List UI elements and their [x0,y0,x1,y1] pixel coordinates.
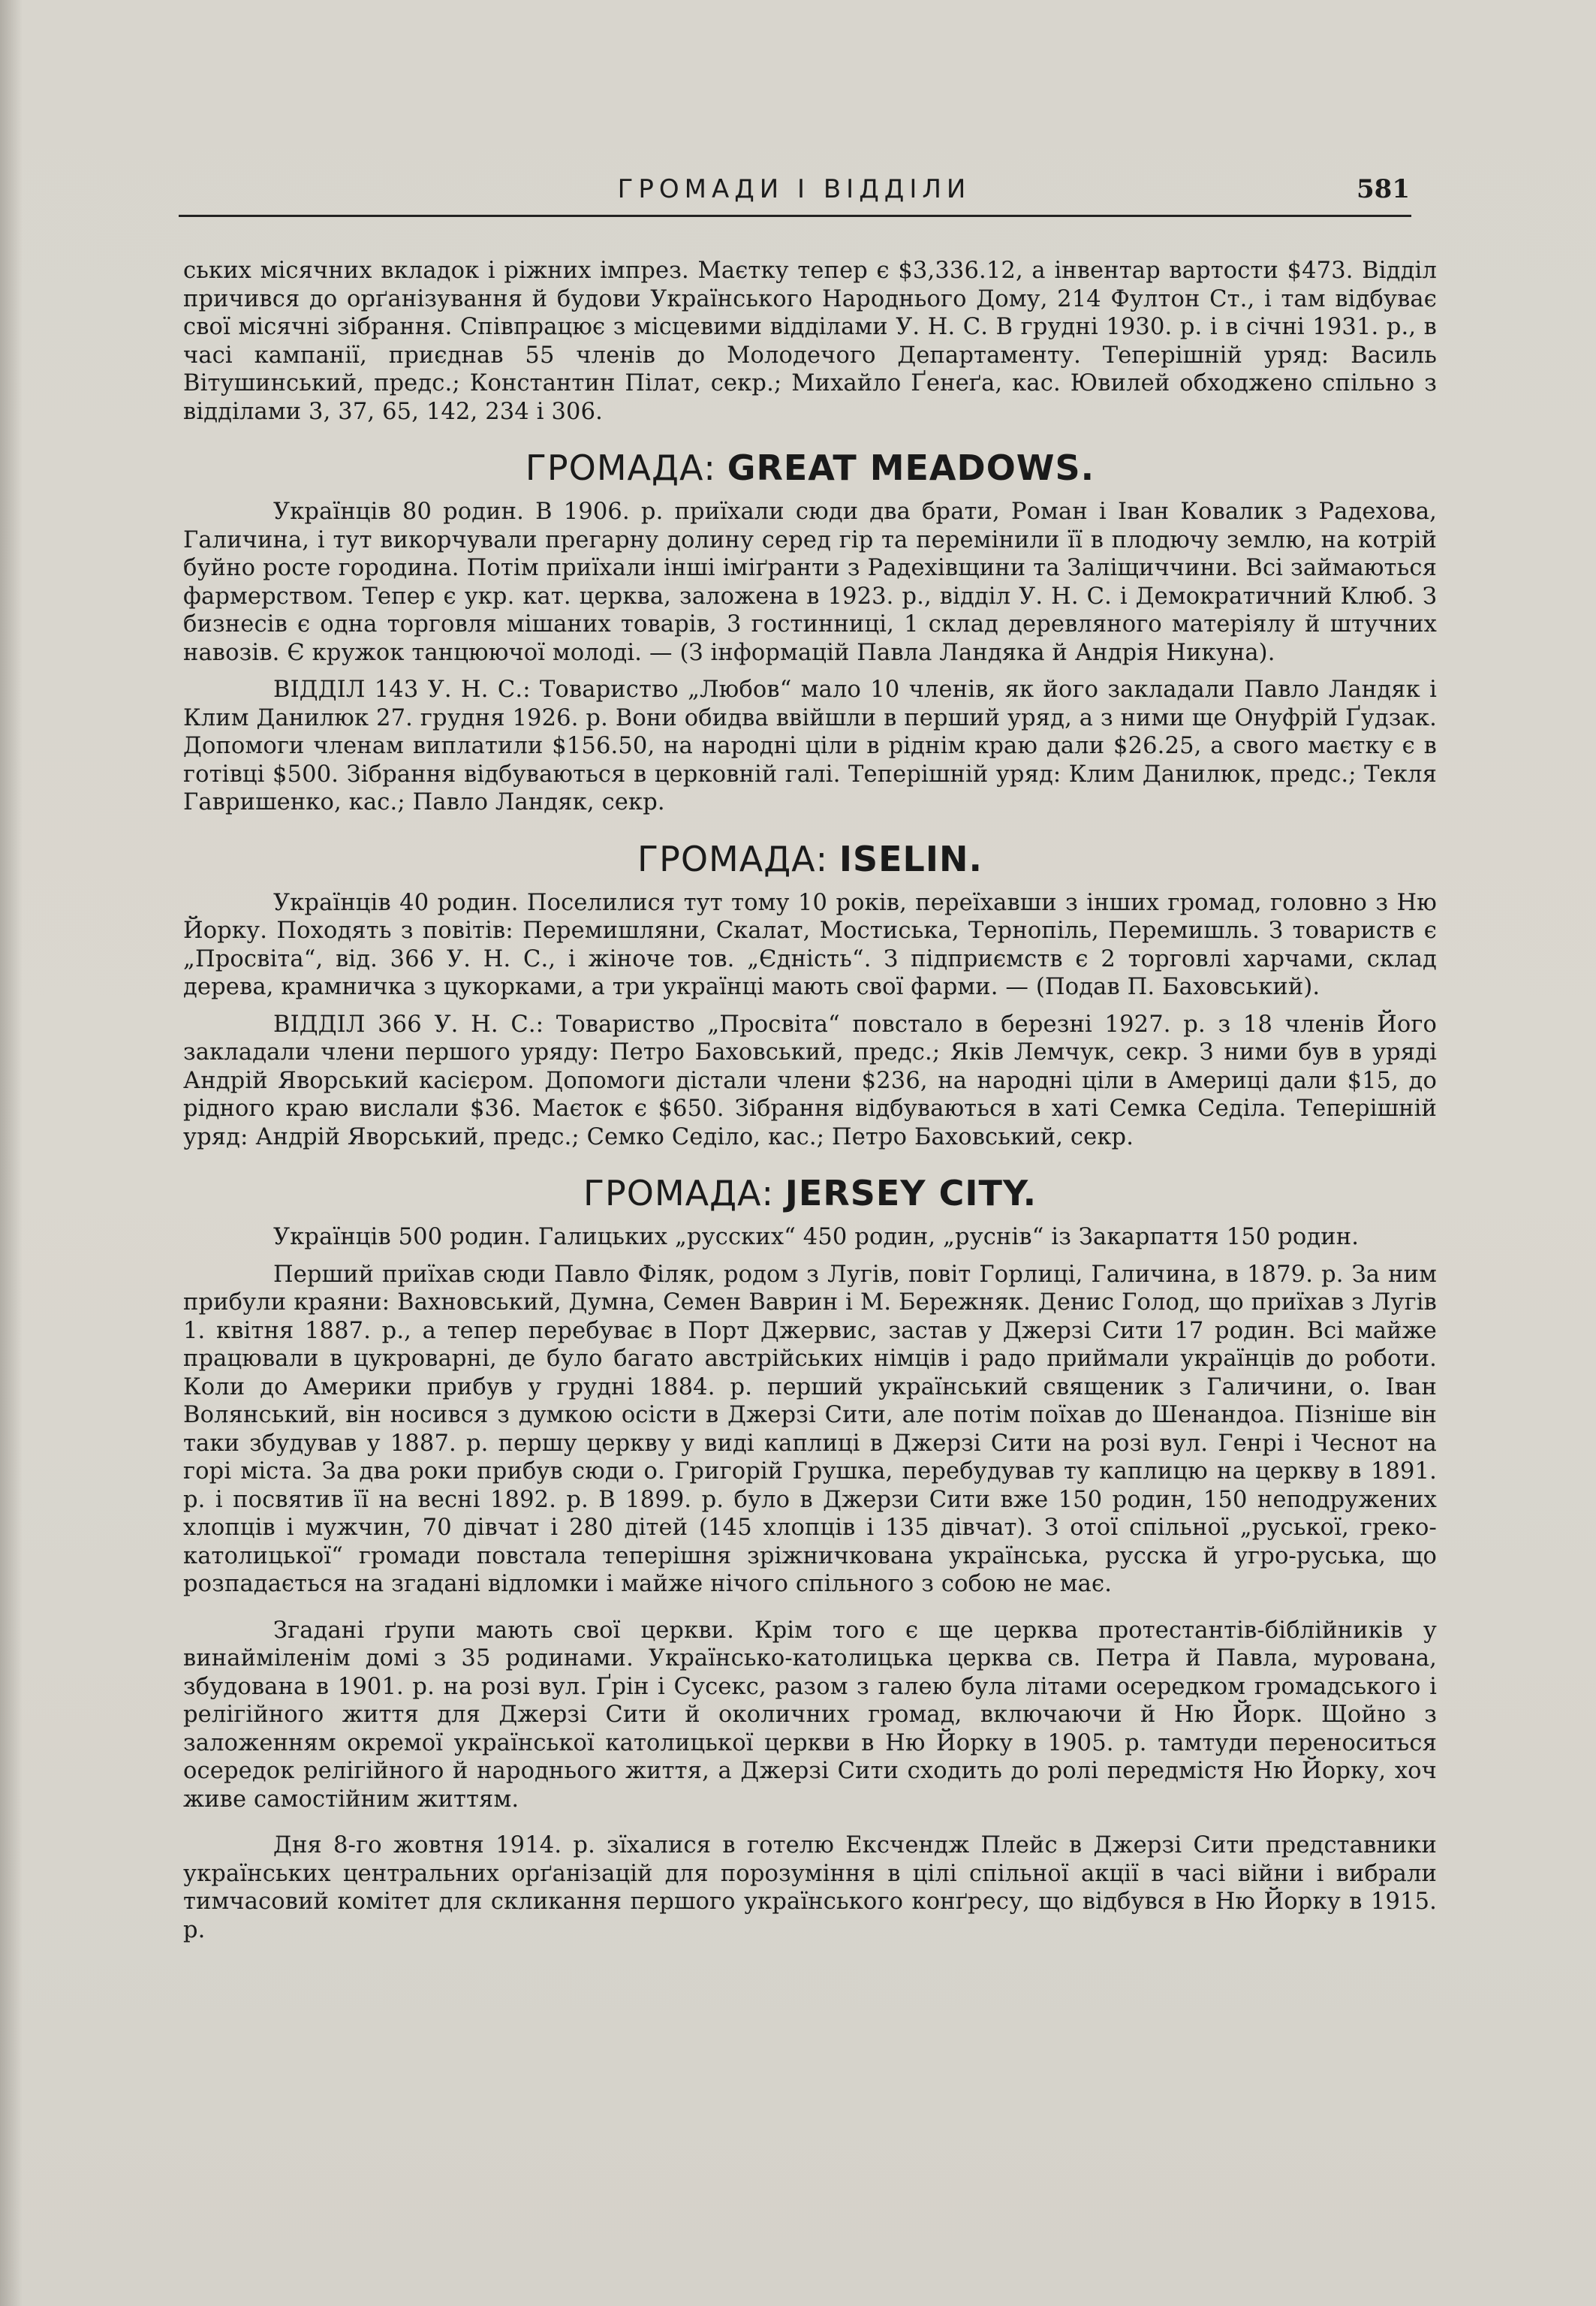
heading-prefix: ГРОМАДА: [637,838,829,879]
paragraph: ВІДДІЛ 366 У. Н. С.: Товариство „Просвіта“ повстало в березні 1927. р. з 18 членів Його закладали члени першого уряду: Петро Баховський, предс.; Яків Лемчук, секр. З ними був в уряді Андрій Яворський касієром. Допомоги дістали члени $236, на народні ціли в Америці дали $15, до рідного краю вислали $36. Маєток є $650. Зібрання відбуваються в хаті Семка Седіла. Теперішній уряд: Андрій Яворський, предс.; Семко Седіло, кас.; Петро Баховський, секр. [183,1011,1437,1150]
page-body [183,257,1437,1944]
page-edge-shadow [0,0,23,2306]
header-rule [179,215,1411,217]
heading-name: JERSEY CITY. [784,1173,1037,1213]
paragraph: Згадані ґрупи мають свої церкви. Крім того є ще церква протестантів-біблійників у винайміленім домі з 35 родинами. Українсько-католицька церква св. Петра й Павла, мурована, збудована в 1901. р. на розі вул. Ґрін і Сусекс, разом з галею була літами осередком громадського і релігійного життя для Джерзі Сити й околичних громад, включаючи й Ню Йорк. Щойно з заложенням окремої української католицької церкви в Ню Йорку в 1905. р. тамтуди переноситься осередок релігійного й народнього життя, а Джерзі Сити сходить до ролі передмістя Ню Йорку, хоч живе самостійним життям. [183,1617,1437,1813]
paragraph: Українців 500 родин. Галицьких „русских“ 450 родин, „руснів“ із Закарпаття 150 родин. [273,1224,1360,1250]
paragraph: Українців 40 родин. Поселилися тут тому 10 років, переїхавши з інших громад, головно з Ню Йорку. Походять з повітів: Перемишляни, Скалат, Мостиська, Тернопіль, Перемишль. З товариств є „Просвіта“, від. 366 У. Н. С., і жіноче тов. „Єдність“. З підприємств є 2 торговлі харчами, склад дерева, крамничка з цукорками, а три українці мають свої фарми. — (Подав П. Баховський). [183,889,1437,1000]
running-title: ГРОМАДИ І ВІДДІЛИ [617,174,971,204]
paragraph: Українців 80 родин. В 1906. р. приїхали сюди два брати, Роман і Іван Ковалик з Радехова, Галичина, і тут викорчували прегарну долину серед гір та перемінили її в плодючу землю, на котрій буйно росте городина. Потім приїхали інші іміґранти з Радехівщини та Заліщиччини. Всі займаються фармерством. Тепер є укр. кат. церква, заложена в 1923. р., відділ У. Н. С. і Демократичний Клюб. З бизнесів є одна торговля мішаних товарів, 3 гостинниці, 1 склад деревляного матеріялу й штучних навозів. Є кружок танцюючої молоді. — (З інформацій Павла Ландяка й Андрія Никуна). [183,499,1437,666]
heading-prefix: ГРОМАДА: [525,448,716,488]
section-heading-iselin [183,838,1437,880]
section-heading-great-meadows [183,447,1437,489]
heading-prefix: ГРОМАДА: [583,1173,774,1213]
paragraph: Дня 8-го жовтня 1914. р. зїхалися в готелю Ексчендж Плейс в Джерзі Сити представники українських центральних орґанізацій для порозуміння в цілі спільної акції в часі війни і вибрали тимчасовий комітет для скликання першого українського конґресу, що відбувся в Ню Йорку в 1915. р. [183,1832,1437,1943]
paragraph: Перший приїхав сюди Павло Філяк, родом з Лугів, повіт Горлиці, Галичина, в 1879. р. За ним прибули краяни: Вахновський, Думна, Семен Ваврин і М. Бережняк. Денис Голод, що приїхав з Лугів 1. квітня 1887. р., а тепер перебуває в Порт Джервис, застав у Джерзі Сити 17 родин. Всі майже працювали в цукроварні, де було багато австрійських німців і радо приймали українців до роботи. Коли до Америки прибув у грудні 1884. р. перший український священик з Галичини, о. Іван Волянський, він носився з думкою осісти в Джерзі Сити, але потім поїхав до Шенандоа. Пізніше він таки збудував у 1887. р. першу церкву у виді каплиці в Джерзі Сити на розі вул. Генрі і Чеснот на горі міста. За два роки прибув сюди о. Григорій Грушка, перебудував ту каплицю на церкву в 1891. р. і посвятив її на весні 1892. р. В 1899. р. було в Джерзи Сити вже 150 родин, 150 неподружених хлопців і мужчин, 70 дівчат і 280 дітей (145 хлопців і 135 дівчат). З отої спільної „руської, греко-католицької“ громади повстала теперішня зріжничкована українська, русска й угро-руська, що розпадається на згадані відломки і майже нічого спільного з собою не має. [183,1261,1437,1597]
page-number: 581 [1357,174,1410,204]
paragraph: ВІДДІЛ 143 У. Н. С.: Товариство „Любов“ мало 10 членів, як його закладали Павло Ландяк і Клим Данилюк 27. грудня 1926. р. Вони обидва ввійшли в перший уряд, а з ними ще Онуфрій Ґудзак. Допомоги членам виплатили $156.50, на народні ціли в ріднім краю дали $26.25, а свого маєтку є в готівці $500. Зібрання відбуваються в церковній галі. Теперішній уряд: Клим Данилюк, предс.; Текля Гавришенко, кас.; Павло Ландяк, секр. [183,677,1437,815]
heading-name: ISELIN. [839,838,983,879]
heading-name: GREAT MEADOWS. [727,448,1095,488]
section-heading-jersey-city [183,1172,1437,1214]
intro-paragraph: ських місячних вкладок і ріжних імпрез. Маєтку тепер є $3,336.12, а інвентар вартости $473. Відділ причився до орґанізування й будови Українського Народнього Дому, 214 Фултон Ст., і там відбуває свої місячні зібрання. Співпрацює з місцевими відділами У. Н. С. В грудні 1930. р. і в січні 1931. р., в часі кампанії, приєднав 55 членів до Молодечого Департаменту. Теперішній уряд: Василь Вітушинський, предс.; Константин Пілат, секр.; Михайло Ґенеґа, кас. Ювилей обходжено спільно з відділами 3, 37, 65, 142, 234 і 306. [183,258,1437,425]
page-header [179,174,1410,219]
